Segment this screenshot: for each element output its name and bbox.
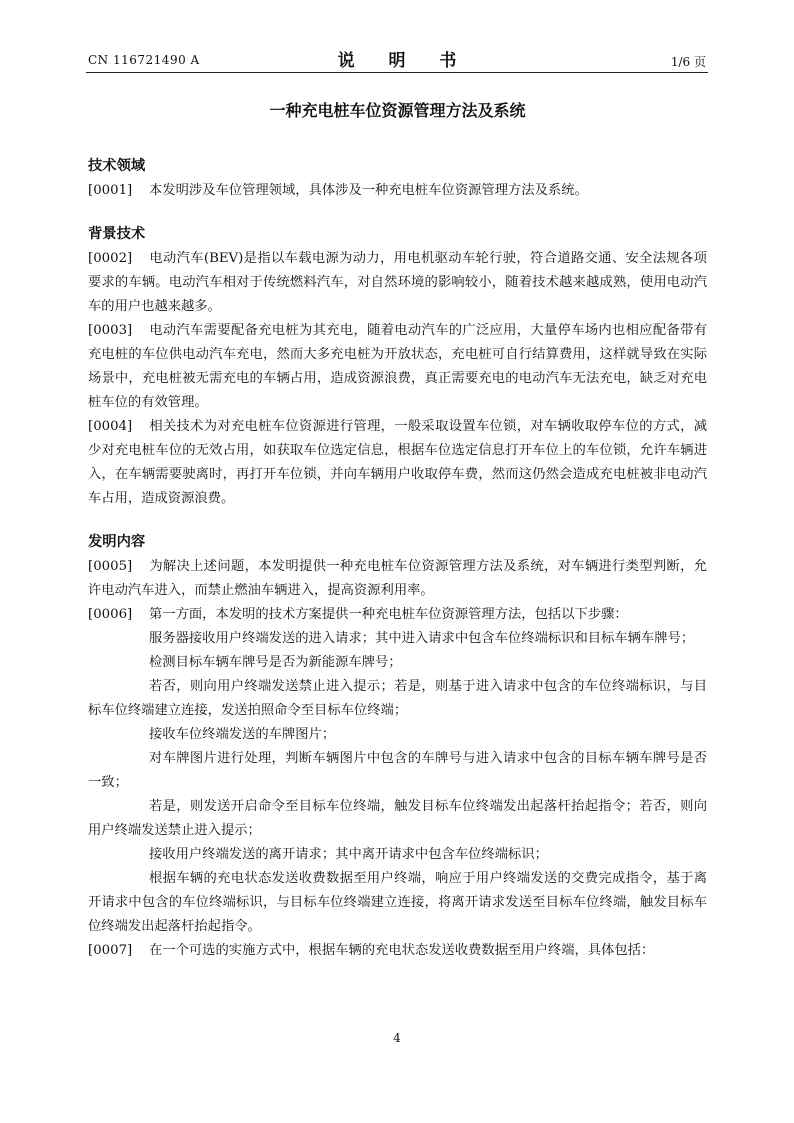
paragraph-number: [0007] bbox=[88, 943, 133, 958]
section-heading-summary: 发明内容 bbox=[88, 534, 146, 550]
paragraph-number: [0003] bbox=[88, 323, 133, 338]
paragraph-number: [0002] bbox=[88, 251, 133, 266]
method-step: 服务器接收用户终端发送的进入请求；其中进入请求中包含车位终端标识和目标车辆车牌号； bbox=[149, 631, 695, 646]
paragraph-0004 bbox=[88, 415, 707, 511]
method-step: 接收用户终端发送的离开请求；其中离开请求中包含车位终端标识； bbox=[149, 847, 548, 862]
section-heading-background: 背景技术 bbox=[88, 226, 146, 242]
paragraph-0002 bbox=[88, 247, 707, 319]
method-step: 若否，则向用户终端发送禁止进入提示；若是，则基于进入请求中包含的车位终端标识，与目标车位终端建立连接，发送拍照命令至目标车位终端； bbox=[88, 679, 707, 718]
page-info: 1/6 页 bbox=[670, 55, 706, 69]
paragraph-text: 电动汽车(BEV)是指以车载电源为动力，用电机驱动车轮行驶，符合道路交通、安全法规各项要求的车辆。电动汽车相对于传统燃料汽车，对自然环境的影响较小，随着技术越来越成熟，使用电动汽车的用户也越来越多。 bbox=[88, 251, 707, 314]
header-rule bbox=[86, 72, 708, 73]
paragraph-number: [0005] bbox=[88, 559, 133, 574]
paragraph-0003 bbox=[88, 319, 707, 415]
paragraph-text: 电动汽车需要配备充电桩为其充电，随着电动汽车的广泛应用，大量停车场内也相应配备带有充电桩的车位供电动汽车充电，然而大多充电桩为开放状态，充电桩可自行结算费用，这样就导致在实际场景中，充电桩被无需充电的车辆占用，造成资源浪费，真正需要充电的电动汽车无法充电，缺乏对充电桩车位的有效管理。 bbox=[88, 323, 707, 410]
paragraph-number: [0006] bbox=[88, 607, 133, 622]
patent-number: CN 116721490 A bbox=[88, 53, 200, 67]
document-title: 一种充电桩车位资源管理方法及系统 bbox=[269, 101, 526, 120]
paragraph-text: 相关技术为对充电桩车位资源进行管理，一般采取设置车位锁，对车辆收取停车位的方式，减少对充电桩车位的无效占用，如获取车位选定信息，根据车位选定信息打开车位上的车位锁，允许车辆进入，在车辆需要驶离时，再打开车位锁，并向车辆用户收取停车费，然而这仍然会造成充电桩被非电动汽车占用，造成资源浪费。 bbox=[88, 419, 707, 506]
method-step: 若是，则发送开启命令至目标车位终端，触发目标车位终端发出起落杆抬起指令；若否，则向用户终端发送禁止进入提示； bbox=[88, 799, 707, 838]
paragraph-text: 为解决上述问题，本发明提供一种充电桩车位资源管理方法及系统，对车辆进行类型判断，允许电动汽车进入，而禁止燃油车辆进入，提高资源利用率。 bbox=[88, 559, 707, 598]
section-heading-field: 技术领域 bbox=[88, 158, 146, 174]
paragraph-0005 bbox=[88, 555, 707, 603]
method-step: 检测目标车辆车牌号是否为新能源车牌号； bbox=[149, 655, 402, 670]
method-step: 根据车辆的充电状态发送收费数据至用户终端，响应于用户终端发送的交费完成指令，基于离开请求中包含的车位终端标识，与目标车位终端建立连接，将离开请求发送至目标车位终端，触发目标车位终端发出起落杆抬起指令。 bbox=[88, 871, 707, 934]
paragraph-number: [0004] bbox=[88, 419, 133, 434]
paragraph-number: [0001] bbox=[88, 183, 133, 198]
paragraph-0006 bbox=[88, 603, 707, 627]
page-number: 4 bbox=[393, 1031, 401, 1045]
paragraph-0001 bbox=[88, 179, 707, 203]
paragraph-text: 本发明涉及车位管理领域，具体涉及一种充电桩车位资源管理方法及系统。 bbox=[149, 183, 588, 198]
method-step: 接收车位终端发送的车牌图片； bbox=[149, 727, 336, 742]
document-type: 说 明 书 bbox=[337, 51, 471, 71]
paragraph-text: 第一方面，本发明的技术方案提供一种充电桩车位资源管理方法，包括以下步骤： bbox=[149, 607, 628, 622]
method-step: 对车牌图片进行处理，判断车辆图片中包含的车牌号与进入请求中包含的目标车辆车牌号是否一致； bbox=[88, 751, 707, 790]
paragraph-text: 在一个可选的实施方式中，根据车辆的充电状态发送收费数据至用户终端，具体包括： bbox=[149, 943, 655, 958]
paragraph-0007 bbox=[88, 939, 707, 963]
document-body bbox=[88, 100, 707, 963]
